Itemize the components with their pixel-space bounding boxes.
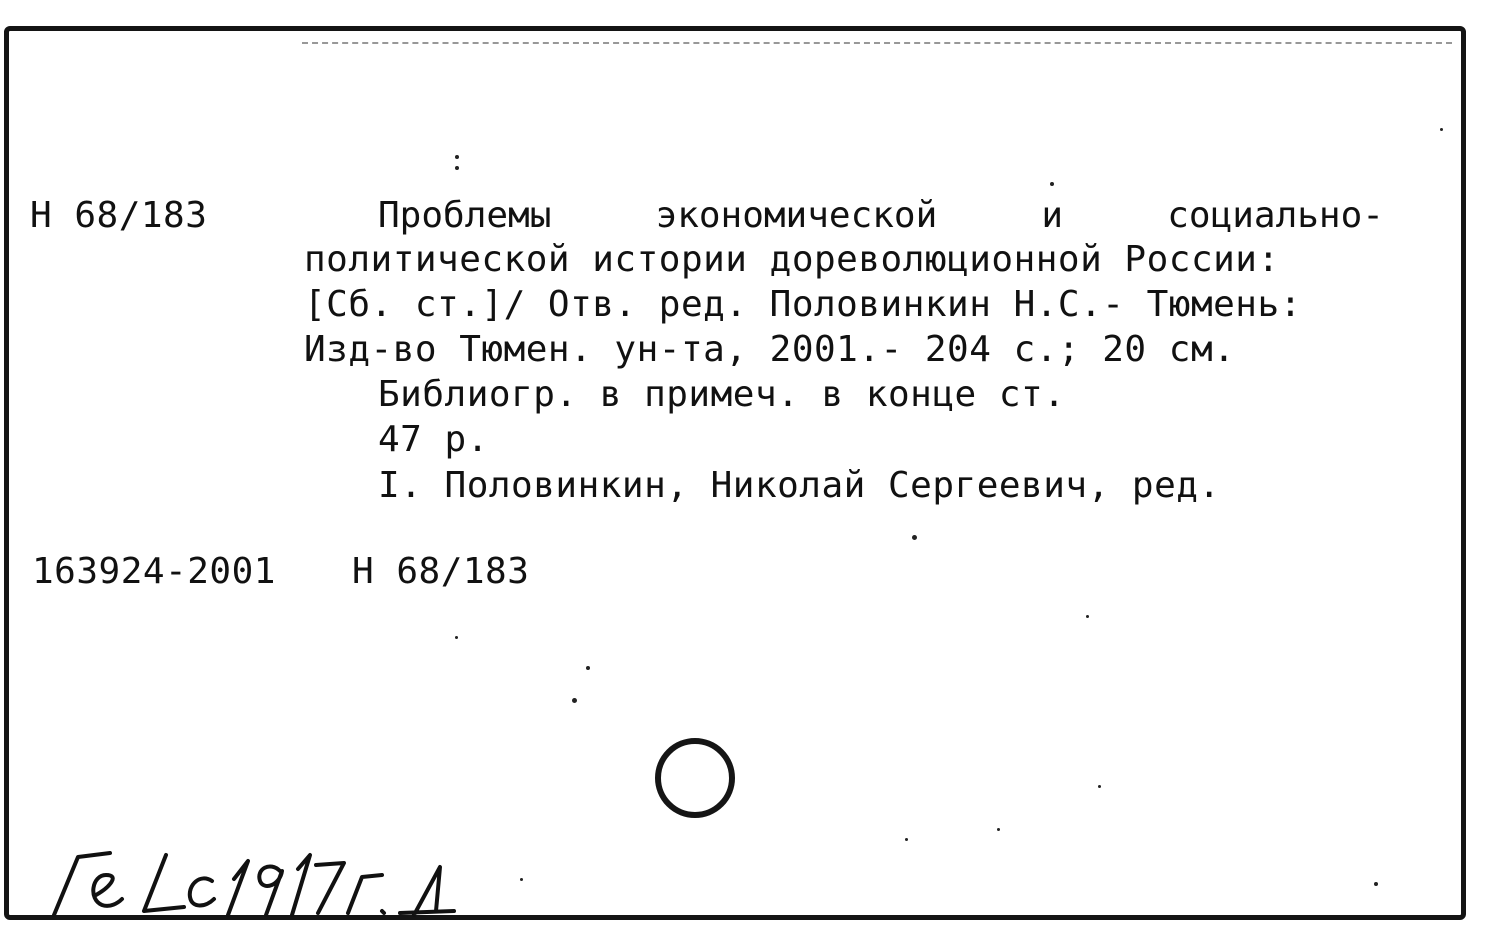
speck [455,155,459,159]
publication-line: Изд-во Тюмен. ун-та, 2001.- 204 с.; 20 см. [304,329,1236,370]
speck [572,698,577,703]
title-word: и [1041,195,1064,236]
title-word: экономической [655,195,938,236]
shelf-mark-top: Н 68/183 [30,195,208,236]
accession-number: 163924-2001 [32,551,276,592]
top-dashed-rule [302,42,1452,44]
title-word: социально- [1167,195,1384,236]
speck [1440,128,1443,131]
speck [455,166,459,170]
bibliography-note: Библиогр. в примеч. в конце ст. [378,374,1066,415]
speck [1086,615,1089,618]
speck [520,878,523,881]
handwritten-note [48,815,468,920]
speck [1374,882,1378,886]
price-note: 47 р. [378,419,489,460]
responsibility-line: [Сб. ст.]/ Отв. ред. Половинкин Н.С.- Тюмень: [304,284,1302,325]
shelf-mark-bottom: Н 68/183 [352,551,530,592]
speck [905,838,908,841]
speck [586,666,590,670]
title-line-2: политической истории дореволюционной России: [304,239,1280,280]
speck [912,535,917,540]
speck [1098,785,1101,788]
speck [997,828,1000,831]
title-line-1 [378,194,1384,238]
speck [455,636,458,639]
punch-hole [655,738,735,818]
title-word: Проблемы [378,195,552,236]
speck [1050,182,1054,186]
added-entry: I. Половинкин, Николай Сергеевич, ред. [378,465,1221,506]
